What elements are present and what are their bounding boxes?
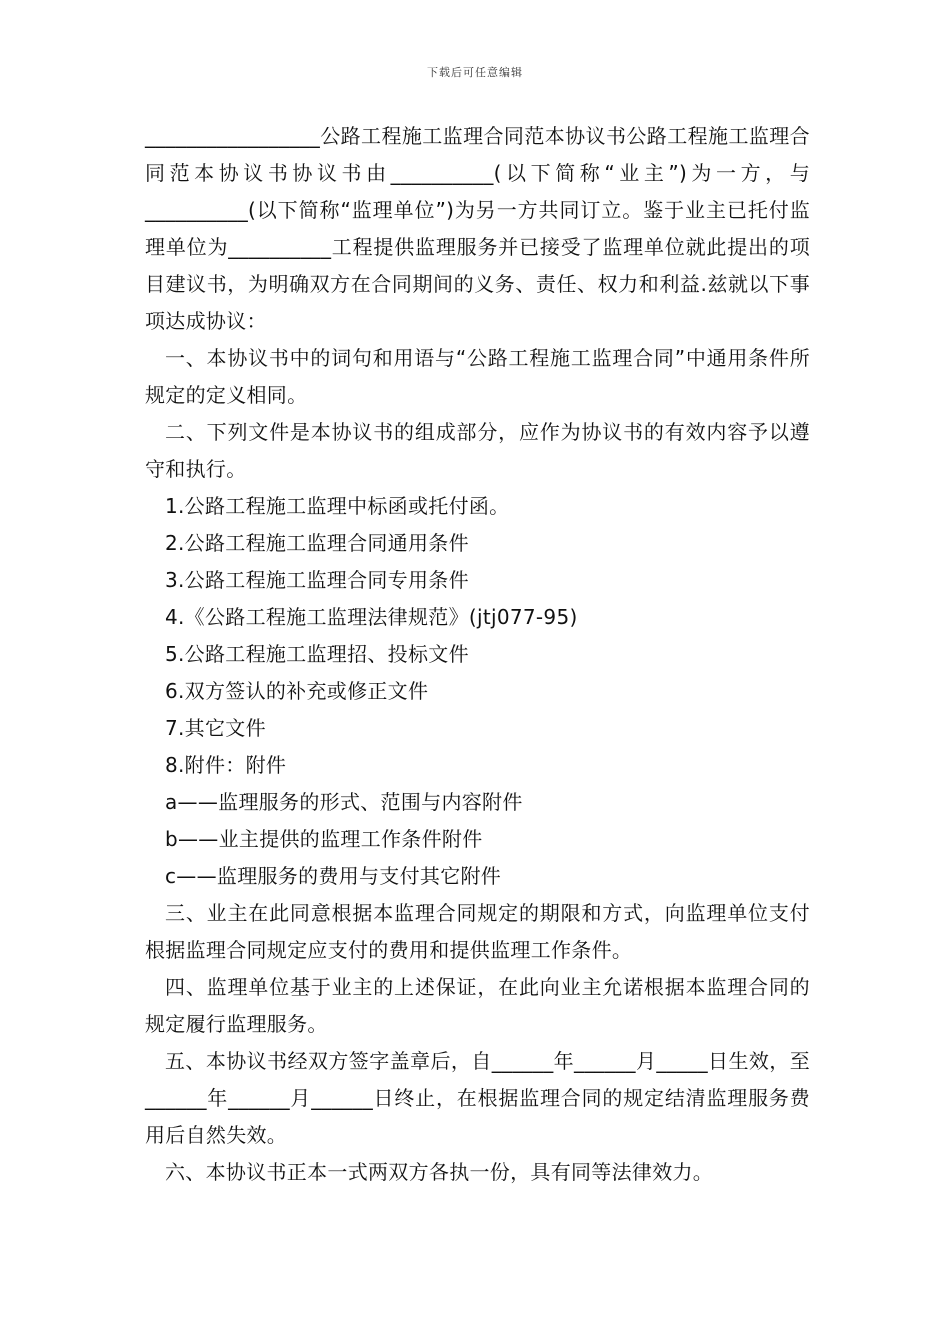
- list-item-3: 3.公路工程施工监理合同专用条件: [165, 568, 469, 592]
- list-item-5: 5.公路工程施工监理招、投标文件: [165, 642, 469, 666]
- clause-4: 四、监理单位基于业主的上述保证，在此向业主允诺根据本监理合同的规定履行监理服务。: [145, 975, 810, 1036]
- list-item-c: c——监理服务的费用与支付其它附件: [165, 864, 502, 888]
- list-item-b: b——业主提供的监理工作条件附件: [165, 827, 483, 851]
- clause-5: 五、本协议书经双方签字盖章后，自______年______月_____日生效，至______年______月______日终止，在根据监理合同的规定结清监理服务费用后自然失效。: [145, 1049, 810, 1147]
- document-body: [145, 118, 810, 1191]
- list-item-2: 2.公路工程施工监理合同通用条件: [165, 531, 469, 555]
- intro-paragraph: _________________公路工程施工监理合同范本协议书公路工程施工监理合同范本协议书协议书由__________(以下简称“业主”)为一方，与__________(以下简称“监理单位”)为另一方共同订立。鉴于业主已托付监理单位为__________工程提供监理服务并已接受了监理单位就此提出的项目建议书，为明确双方在合同期间的义务、责任、权力和利益.兹就以下事项达成协议：: [145, 124, 810, 333]
- list-item-a: a——监理服务的形式、范围与内容附件: [165, 790, 523, 814]
- list-item-8: 8.附件：附件: [165, 753, 287, 777]
- clause-6: 六、本协议书正本一式两双方各执一份，具有同等法律效力。: [165, 1160, 714, 1184]
- list-item-7: 7.其它文件: [165, 716, 266, 740]
- clause-2: 二、下列文件是本协议书的组成部分，应作为协议书的有效内容予以遵守和执行。: [145, 420, 810, 481]
- clause-1: 一、本协议书中的词句和用语与“公路工程施工监理合同”中通用条件所规定的定义相同。: [145, 346, 810, 407]
- page-header: 下载后可任意编辑: [427, 66, 523, 79]
- clause-3: 三、业主在此同意根据本监理合同规定的期限和方式，向监理单位支付根据监理合同规定应支付的费用和提供监理工作条件。: [145, 901, 810, 962]
- list-item-1: 1.公路工程施工监理中标函或托付函。: [165, 494, 510, 518]
- list-item-6: 6.双方签认的补充或修正文件: [165, 679, 429, 703]
- list-item-4: 4.《公路工程施工监理法律规范》(jtj077-95): [165, 605, 578, 629]
